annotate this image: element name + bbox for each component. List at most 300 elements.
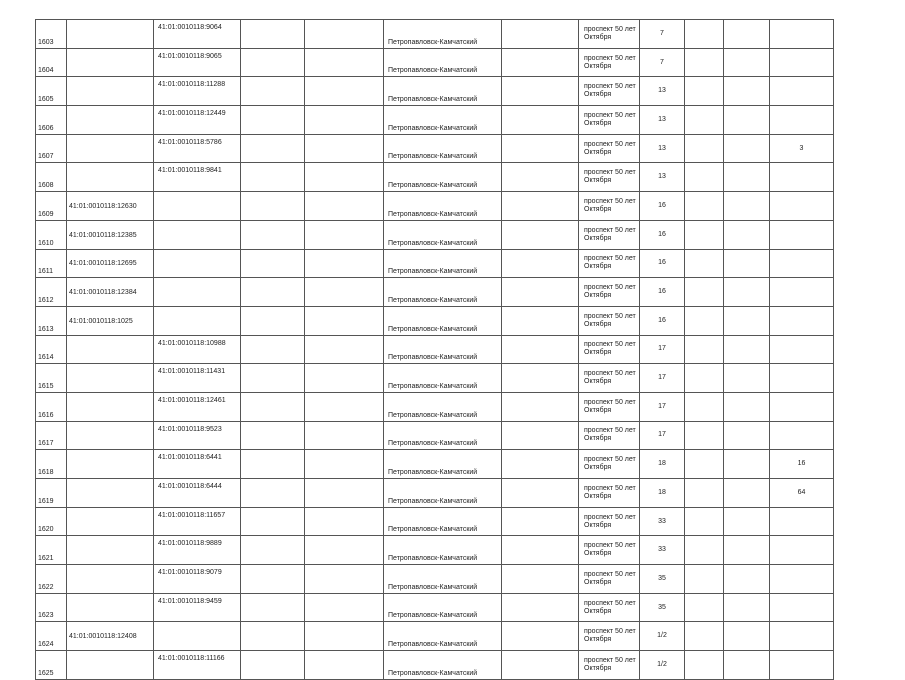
cadastral-number-cell [67,593,154,622]
cadastral-number-alt-cell: 41:01:0010118:9523 [154,421,241,450]
cadastral-number-cell [67,364,154,393]
table-row [36,48,834,77]
cadastral-number-alt-cell: 41:01:0010118:9889 [154,536,241,565]
city-cell: Петропавловск-Камчатский [384,479,502,508]
table-row [36,565,834,594]
empty-cell [502,392,579,421]
empty-cell [724,335,770,364]
table-row [36,335,834,364]
empty-cell [305,536,384,565]
empty-cell [305,48,384,77]
street-cell [579,77,640,106]
empty-cell [241,507,305,536]
table-row [36,306,834,335]
cadastral-number-cell: 41:01:0010118:12385 [67,220,154,249]
table-row [36,220,834,249]
street-cell [579,163,640,192]
house-number-cell: 16 [640,220,685,249]
house-number-cell: 16 [640,192,685,221]
table-row [36,622,834,651]
empty-cell [724,20,770,49]
street-line: проспект 50 лет [584,284,636,292]
cadastral-number-cell [67,335,154,364]
empty-cell [502,536,579,565]
empty-cell [685,651,724,680]
street-cell [579,48,640,77]
row-number-cell: 1611 [36,249,67,278]
cadastral-number-cell [67,77,154,106]
empty-cell [305,106,384,135]
empty-cell [724,249,770,278]
cadastral-number-cell: 41:01:0010118:12384 [67,278,154,307]
city-cell: Петропавловск-Камчатский [384,220,502,249]
street-line: Октября [584,435,612,443]
empty-cell [724,536,770,565]
empty-cell [502,479,579,508]
street-line: проспект 50 лет [584,197,636,205]
empty-cell [502,335,579,364]
empty-cell [305,278,384,307]
empty-cell [502,651,579,680]
empty-cell [724,651,770,680]
empty-cell [305,364,384,393]
empty-cell [724,622,770,651]
row-number-cell: 1616 [36,392,67,421]
apartment-number-cell [770,278,834,307]
street-cell [579,651,640,680]
city-cell: Петропавловск-Камчатский [384,163,502,192]
street-line: Октября [584,406,612,414]
street-line: Октября [584,234,612,242]
empty-cell [724,48,770,77]
street-line: проспект 50 лет [584,456,636,464]
cadastral-number-alt-cell: 41:01:0010118:9079 [154,565,241,594]
cadastral-number-alt-cell: 41:01:0010118:9459 [154,593,241,622]
row-number-cell: 1614 [36,335,67,364]
cadastral-number-alt-cell [154,278,241,307]
cadastral-number-alt-cell: 41:01:0010118:12449 [154,106,241,135]
street-line: Октября [584,492,612,500]
empty-cell [502,20,579,49]
empty-cell [724,163,770,192]
empty-cell [241,479,305,508]
empty-cell [305,622,384,651]
street-cell [579,364,640,393]
table-row [36,134,834,163]
empty-cell [502,134,579,163]
table-row [36,106,834,135]
empty-cell [241,306,305,335]
table-row [36,392,834,421]
street-line: Октября [584,205,612,213]
street-line: проспект 50 лет [584,140,636,148]
city-cell: Петропавловск-Камчатский [384,507,502,536]
row-number-cell: 1625 [36,651,67,680]
row-number-cell: 1619 [36,479,67,508]
empty-cell [685,593,724,622]
empty-cell [685,134,724,163]
empty-cell [241,392,305,421]
house-number-cell: 17 [640,335,685,364]
cadastral-number-alt-cell: 41:01:0010118:6441 [154,450,241,479]
empty-cell [241,77,305,106]
empty-cell [305,479,384,508]
street-line: проспект 50 лет [584,542,636,550]
cadastral-number-alt-cell: 41:01:0010118:9841 [154,163,241,192]
street-cell [579,335,640,364]
row-number-cell: 1624 [36,622,67,651]
cadastral-number-alt-cell: 41:01:0010118:10988 [154,335,241,364]
empty-cell [724,220,770,249]
empty-cell [724,192,770,221]
street-line: Октября [584,464,612,472]
cadastral-number-cell [67,106,154,135]
street-cell [579,134,640,163]
cadastral-number-cell: 41:01:0010118:12695 [67,249,154,278]
cadastral-number-cell [67,20,154,49]
street-line: проспект 50 лет [584,111,636,119]
row-number-cell: 1617 [36,421,67,450]
city-cell: Петропавловск-Камчатский [384,134,502,163]
city-cell: Петропавловск-Камчатский [384,622,502,651]
empty-cell [241,622,305,651]
apartment-number-cell [770,106,834,135]
table-row [36,421,834,450]
empty-cell [241,335,305,364]
cadastral-number-alt-cell: 41:01:0010118:11431 [154,364,241,393]
house-number-cell: 13 [640,134,685,163]
empty-cell [305,192,384,221]
empty-cell [685,479,724,508]
cadastral-number-alt-cell [154,220,241,249]
empty-cell [241,651,305,680]
empty-cell [241,364,305,393]
empty-cell [241,421,305,450]
house-number-cell: 33 [640,536,685,565]
street-line: проспект 50 лет [584,169,636,177]
street-line: Октября [584,550,612,558]
cadastral-number-cell [67,536,154,565]
street-line: проспект 50 лет [584,628,636,636]
house-number-cell: 35 [640,565,685,594]
street-cell [579,20,640,49]
empty-cell [724,134,770,163]
empty-cell [305,421,384,450]
registry-table [35,19,834,680]
city-cell: Петропавловск-Камчатский [384,565,502,594]
apartment-number-cell [770,77,834,106]
empty-cell [241,134,305,163]
street-line: Октября [584,664,612,672]
empty-cell [685,507,724,536]
cadastral-number-cell [67,565,154,594]
row-number-cell: 1606 [36,106,67,135]
apartment-number-cell: 3 [770,134,834,163]
street-line: Октября [584,578,612,586]
table-row [36,593,834,622]
empty-cell [724,392,770,421]
table-row [36,278,834,307]
house-number-cell: 7 [640,20,685,49]
house-number-cell: 13 [640,163,685,192]
empty-cell [685,622,724,651]
cadastral-number-alt-cell [154,622,241,651]
empty-cell [502,278,579,307]
apartment-number-cell [770,622,834,651]
empty-cell [502,364,579,393]
empty-cell [241,48,305,77]
empty-cell [685,565,724,594]
empty-cell [685,450,724,479]
cadastral-number-alt-cell: 41:01:0010118:5786 [154,134,241,163]
empty-cell [305,450,384,479]
city-cell: Петропавловск-Камчатский [384,48,502,77]
empty-cell [724,306,770,335]
cadastral-number-cell: 41:01:0010118:12630 [67,192,154,221]
apartment-number-cell: 16 [770,450,834,479]
city-cell: Петропавловск-Камчатский [384,651,502,680]
street-line: Октября [584,607,612,615]
row-number-cell: 1623 [36,593,67,622]
street-line: проспект 50 лет [584,484,636,492]
street-line: Октября [584,521,612,529]
house-number-cell: 13 [640,77,685,106]
apartment-number-cell [770,507,834,536]
empty-cell [685,249,724,278]
house-number-cell: 17 [640,421,685,450]
row-number-cell: 1615 [36,364,67,393]
apartment-number-cell [770,364,834,393]
street-line: проспект 50 лет [584,513,636,521]
street-cell [579,622,640,651]
house-number-cell: 17 [640,364,685,393]
empty-cell [685,335,724,364]
row-number-cell: 1620 [36,507,67,536]
street-line: Октября [584,636,612,644]
empty-cell [241,249,305,278]
house-number-cell: 33 [640,507,685,536]
empty-cell [685,163,724,192]
apartment-number-cell [770,421,834,450]
street-line: Октября [584,378,612,386]
cadastral-number-cell: 41:01:0010118:12408 [67,622,154,651]
house-number-cell: 18 [640,479,685,508]
empty-cell [305,20,384,49]
cadastral-number-alt-cell [154,306,241,335]
street-line: проспект 50 лет [584,656,636,664]
empty-cell [685,392,724,421]
street-line: проспект 50 лет [584,599,636,607]
city-cell: Петропавловск-Камчатский [384,536,502,565]
city-cell: Петропавловск-Камчатский [384,77,502,106]
empty-cell [724,278,770,307]
cadastral-number-alt-cell [154,249,241,278]
row-number-cell: 1613 [36,306,67,335]
empty-cell [305,392,384,421]
empty-cell [502,163,579,192]
empty-cell [305,335,384,364]
street-cell [579,278,640,307]
apartment-number-cell [770,565,834,594]
empty-cell [502,421,579,450]
street-cell [579,450,640,479]
empty-cell [502,192,579,221]
street-line: проспект 50 лет [584,570,636,578]
row-number-cell: 1612 [36,278,67,307]
empty-cell [685,106,724,135]
street-cell [579,565,640,594]
cadastral-number-alt-cell: 41:01:0010118:11657 [154,507,241,536]
street-cell [579,593,640,622]
street-line: Октября [584,62,612,70]
row-number-cell: 1605 [36,77,67,106]
house-number-cell: 18 [640,450,685,479]
row-number-cell: 1622 [36,565,67,594]
cadastral-number-alt-cell: 41:01:0010118:6444 [154,479,241,508]
street-line: проспект 50 лет [584,312,636,320]
cadastral-number-alt-cell: 41:01:0010118:9064 [154,20,241,49]
city-cell: Петропавловск-Камчатский [384,192,502,221]
table-row [36,507,834,536]
empty-cell [502,565,579,594]
street-line: проспект 50 лет [584,398,636,406]
street-cell [579,249,640,278]
empty-cell [305,77,384,106]
street-line: Октября [584,177,612,185]
empty-cell [241,278,305,307]
street-line: Октября [584,349,612,357]
cadastral-number-alt-cell: 41:01:0010118:12461 [154,392,241,421]
city-cell: Петропавловск-Камчатский [384,392,502,421]
empty-cell [685,48,724,77]
cadastral-number-cell [67,134,154,163]
empty-cell [685,364,724,393]
house-number-cell: 16 [640,278,685,307]
empty-cell [305,593,384,622]
house-number-cell: 13 [640,106,685,135]
empty-cell [502,593,579,622]
empty-cell [502,77,579,106]
empty-cell [241,450,305,479]
house-number-cell: 16 [640,306,685,335]
row-number-cell: 1621 [36,536,67,565]
street-line: Октября [584,119,612,127]
empty-cell [685,192,724,221]
street-line: проспект 50 лет [584,226,636,234]
street-line: Октября [584,148,612,156]
street-line: Октября [584,320,612,328]
apartment-number-cell [770,392,834,421]
empty-cell [241,220,305,249]
street-line: проспект 50 лет [584,427,636,435]
cadastral-number-cell [67,507,154,536]
cadastral-number-cell: 41:01:0010118:1025 [67,306,154,335]
table-row [36,192,834,221]
apartment-number-cell [770,651,834,680]
table-row [36,77,834,106]
empty-cell [685,220,724,249]
house-number-cell: 1/2 [640,651,685,680]
city-cell: Петропавловск-Камчатский [384,20,502,49]
city-cell: Петропавловск-Камчатский [384,421,502,450]
cadastral-number-alt-cell: 41:01:0010118:9065 [154,48,241,77]
street-line: проспект 50 лет [584,370,636,378]
city-cell: Петропавловск-Камчатский [384,106,502,135]
empty-cell [685,421,724,450]
empty-cell [305,565,384,594]
row-number-cell: 1607 [36,134,67,163]
street-line: Октября [584,263,612,271]
row-number-cell: 1618 [36,450,67,479]
city-cell: Петропавловск-Камчатский [384,364,502,393]
empty-cell [502,450,579,479]
cadastral-number-cell [67,421,154,450]
city-cell: Петропавловск-Камчатский [384,593,502,622]
cadastral-number-cell [67,450,154,479]
empty-cell [502,249,579,278]
table-row [36,479,834,508]
street-line: Октября [584,292,612,300]
apartment-number-cell [770,249,834,278]
empty-cell [724,565,770,594]
empty-cell [305,507,384,536]
empty-cell [241,565,305,594]
empty-cell [502,106,579,135]
house-number-cell: 17 [640,392,685,421]
empty-cell [305,306,384,335]
empty-cell [724,364,770,393]
empty-cell [724,421,770,450]
table-row [36,20,834,49]
empty-cell [241,106,305,135]
empty-cell [241,20,305,49]
apartment-number-cell [770,20,834,49]
street-line: Октября [584,33,612,41]
street-line: Октября [584,91,612,99]
cadastral-number-cell [67,651,154,680]
street-line: проспект 50 лет [584,25,636,33]
table-row [36,450,834,479]
street-cell [579,106,640,135]
empty-cell [502,48,579,77]
empty-cell [724,507,770,536]
city-cell: Петропавловск-Камчатский [384,450,502,479]
table-row [36,651,834,680]
street-cell [579,536,640,565]
apartment-number-cell: 64 [770,479,834,508]
empty-cell [724,593,770,622]
table-row [36,364,834,393]
city-cell: Петропавловск-Камчатский [384,306,502,335]
cadastral-number-cell [67,48,154,77]
apartment-number-cell [770,536,834,565]
apartment-number-cell [770,192,834,221]
empty-cell [305,249,384,278]
street-line: проспект 50 лет [584,54,636,62]
street-cell [579,192,640,221]
table-row [36,163,834,192]
city-cell: Петропавловск-Камчатский [384,335,502,364]
empty-cell [502,622,579,651]
empty-cell [305,651,384,680]
row-number-cell: 1609 [36,192,67,221]
row-number-cell: 1603 [36,20,67,49]
street-line: проспект 50 лет [584,83,636,91]
empty-cell [685,306,724,335]
empty-cell [305,163,384,192]
empty-cell [685,536,724,565]
house-number-cell: 35 [640,593,685,622]
